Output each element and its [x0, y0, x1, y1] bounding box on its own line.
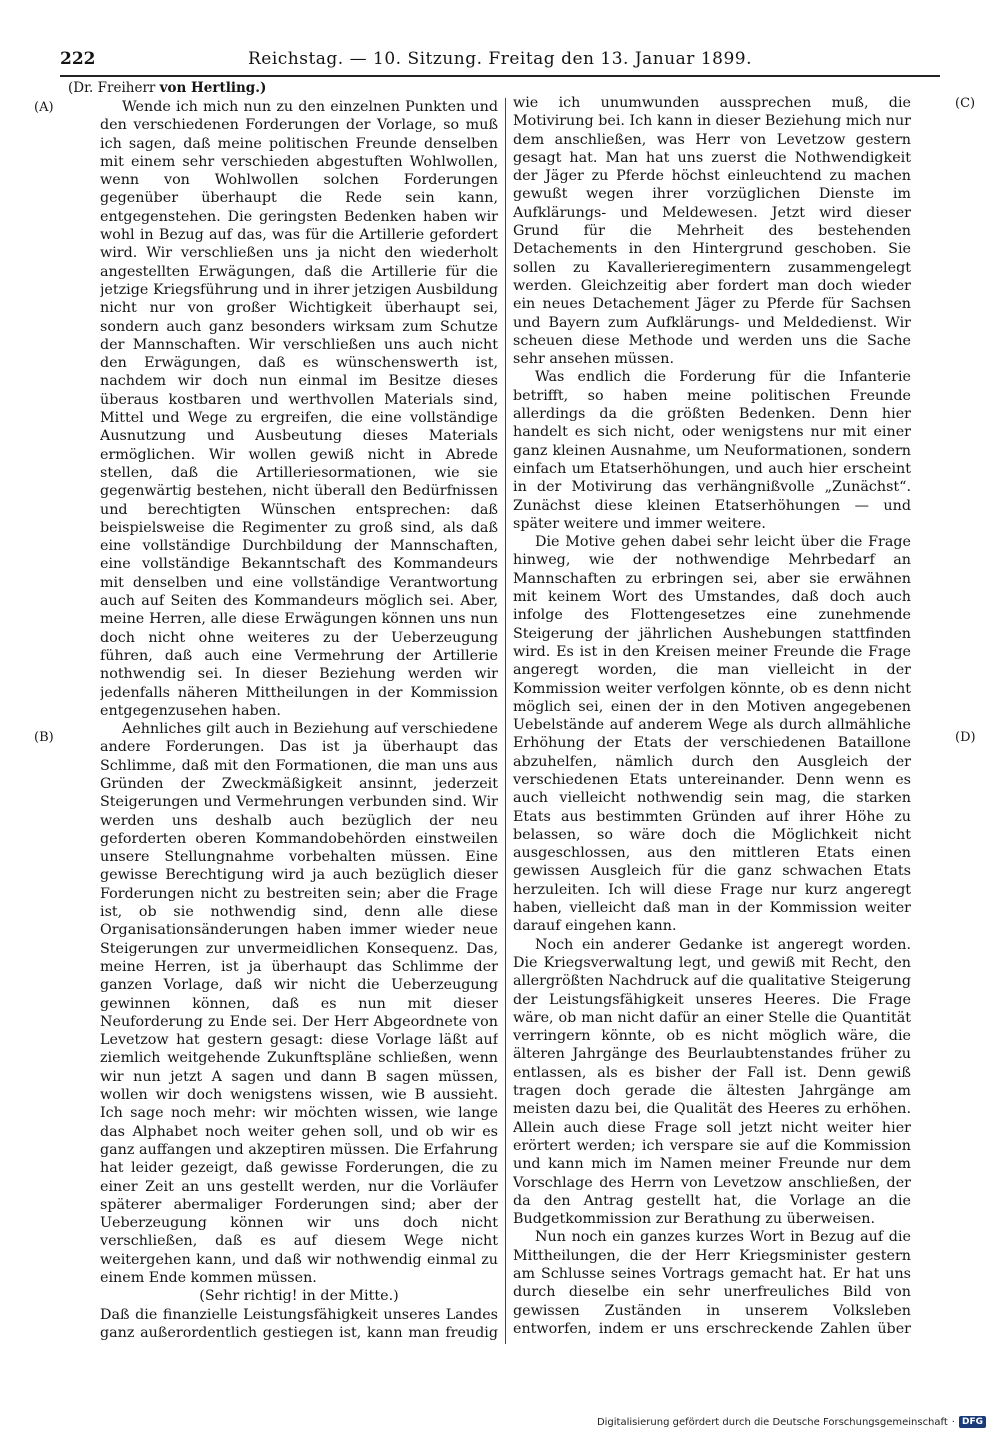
margin-letter-a: (A) — [34, 100, 54, 115]
page-number: 222 — [60, 49, 96, 69]
paragraph: Wende ich mich nun zu den einzelnen Punkten und den verschiedenen Forderungen der Vorlage, so muß ich sagen, daß meine politischen Freunde denselben mit einem sehr verschieden abgestuften Wohlwollen, wenn von Wohlwollen solchen Forderungen gegenüber überhaupt die Rede sein kann, entgegenstehen. Die geringsten Bedenken haben wir wohl in Bezug auf das, was für die Artillerie gefordert wird. Wir verschließen uns ja nicht den wiederholt angestellten Erwägungen, daß die Artillerie für die jetzige Kriegsführung und in ihrer jetzigen Ausbildung nicht nur von großer Wichtigkeit überhaupt sei, sondern auch ganz besonders wirksam zum Schutze der Mannschaften. Wir verschließen uns auch nicht den Erwägungen, daß es wünschenswerth ist, nachdem wir doch nun einmal im Besitze dieses überaus kostbaren und werthvollen Materials sind, Mittel und Wege zu ergreifen, die eine vollständige Ausnutzung und Ausbeutung dieses Materials ermöglichen. Wir wollen gewiß nicht in Abrede stellen, daß die Artilleriesormationen, wie sie gegenwärtig bestehen, nicht überall den Bedürfnissen und berechtigten Wünschen entsprechen: daß beispielsweise die Regimenter zu groß sind, als daß eine vollständige Durchbildung der Mannschaften, eine vollständige Bekanntschaft des Kommandeurs mit denselben und eine vollständige Verantwortung auch auf Seiten des Kommandeurs möglich sei. Aber, meine Herren, alle diese Erwägungen können uns nun doch nicht ohne weiteres zu der Ueberzeugung führen, daß auch eine Vermehrung der Artillerie nothwendig sei. In dieser Beziehung werden wir jedenfalls näheren Mittheilungen in der Kommission entgegenzusehen haben. — [100, 99, 498, 719]
paragraph: Nun noch ein ganzes kurzes Wort in Bezug auf die Mittheilungen, die der Herr Kriegsminister gestern am Schlusse seines Vortrags gemacht hat. Er hat uns durch dieselbe ein sehr unerfreuliches Bild von gewissen Zuständen in unserem Volksleben entworfen, indem er uns erschreckende Zahlen über — [513, 1229, 911, 1337]
paragraph: Daß die finanzielle Leistungsfähigkeit unseres Landes ganz außerordentlich gestiegen ist, kann man freudig — [100, 1306, 498, 1341]
speaker-name: von Hertling.) — [159, 80, 267, 96]
interjection: (Sehr richtig! in der Mitte.) — [199, 1288, 399, 1305]
dfg-logo: DFG — [959, 1416, 986, 1428]
paragraph: Was endlich die Forderung für die Infanterie betrifft, so haben meine politischen Freunde allerdings da die größten Bedenken. Denn hier handelt es sich nicht, oder wenigstens nur mit einer ganz kleinen Ausnahme, um Neuformationen, sondern einfach um Etatserhöhungen, und auch hier erscheint in der Motivirung das verhängnißvolle „Zunächst“. Zunächst diese kleinen Etatserhöhungen — und später weitere und immer weitere. — [513, 369, 911, 532]
running-title: Reichstag. — 10. Sitzung. Freitag den 13. Januar 1899. — [247, 49, 753, 69]
footer-credit: Digitalisierung gefördert durch die Deutsche Forschungsgemeinschaft — [596, 1416, 948, 1428]
digitization-footer: Digitalisierung gefördert durch die Deutsche Forschungsgemeinschaft · DFG — [597, 1416, 986, 1428]
paragraph: wie ich unumwunden aussprechen muß, die Motivirung bei. Ich kann in dieser Beziehung mich nur dem anschließen, was Herr von Levetzow gestern gesagt hat. Man hat uns zuerst die Nothwendigkeit der Jäger zu Pferde höchst einleuchtend zu machen gewußt wegen ihrer vorzüglichen Dienste im Aufklärungs- und Meldewesen. Jetzt wird dieser Grund für die Mehrheit des bestehenden Detachements in den Hintergrund geschoben. Sie sollen zu Kavallerieregimentern zusammengelegt werden. Gleichzeitig aber fordert man doch wieder ein neues Detachement Jäger zu Pferde für Sachsen und Bayern zum Aufklärungs- und Meldedienst. Wir scheuen diese Methode und werden uns die Sache sehr ansehen müssen. — [513, 95, 911, 368]
margin-letter-d: (D) — [955, 730, 976, 745]
margin-letter-c: (C) — [955, 96, 976, 111]
speaker-line — [68, 80, 266, 96]
paragraph: Die Motive gehen dabei sehr leicht über die Frage hinweg, wie der nothwendige Mehrbedarf an Mannschaften zu erbringen sei, aber sie erwähnen mit keinem Wort des Umstandes, daß doch auch infolge des Flottengesetzes eine zunehmende Steigerung der jährlichen Aushebungen stattfinden wird. Es ist in den Kreisen meiner Freunde die Frage angeregt worden, die man vielleicht in der Kommission weiter verfolgen könnte, ob es denn nicht möglich sei, einen der in den Motiven angegebenen Uebelstände auf anderem Wege als durch allmähliche Erhöhung der Etats der verschiedenen Bataillone abzuhelfen, nämlich durch den Ausgleich der verschiedenen Etats untereinander. Denn wenn es auch vielleicht nothwendig sein mag, die starken Etats aus bestimmten Gründen auf ihrer Höhe zu belassen, so wäre doch die Möglichkeit nicht ausgeschlossen, aus den mittleren Etats einen gewissen Ausgleich für die ganz schwachen Etats herzuleiten. Ich will diese Frage nur kurz angeregt haben, vielleicht daß man in der Kommission weiter darauf eingehen kann. — [513, 534, 911, 935]
left-column — [100, 98, 498, 1344]
page-header — [60, 45, 940, 77]
margin-letter-b: (B) — [34, 730, 54, 745]
column-divider — [505, 98, 506, 1344]
speaker-prefix: (Dr. Freiherr — [68, 80, 156, 96]
paragraph: Aehnliches gilt auch in Beziehung auf verschiedene andere Forderungen. Das ist ja überhaupt das Schlimme, daß mit den Formationen, die man uns aus Gründen der Zweckmäßigkeit ansinnt, jederzeit Steigerungen und Vermehrungen verbunden sind. Wir werden uns deshalb auch bezüglich der neu geforderten oberen Kommandobehörden einstweilen unsere Stellungnahme vorbehalten müssen. Eine gewisse Berechtigung wird ja auch bezüglich dieser Forderungen nicht zu bestreiten sein; aber die Frage ist, ob sie nothwendig sind, denn alle diese Organisationsänderungen haben immer wieder neue Steigerungen zur unvermeidlichen Konsequenz. Das, meine Herren, ist ja überhaupt das Schlimme der ganzen Vorlage, daß wir nicht die Ueberzeugung gewinnen können, daß es nun mit dieser Neuforderung zu Ende sei. Der Herr Abgeordnete von Levetzow hat gestern gesagt: diese Vorlage läßt auf ziemlich weitgehende Zukunftspläne schließen, wenn wir nun jetzt A sagen und dann B sagen müssen, wollen wir doch wenigstens wissen, wie B aussieht. Ich sage noch mehr: wir möchten wissen, wie lange das Alphabet noch weiter gehen soll, und ob wir es ganz auffangen und akzeptiren müssen. Die Erfahrung hat leider gezeigt, daß gewisse Forderungen, die zu einer Zeit an uns gestellt werden, nur die Vorläufer späterer abermaliger Forderungen sind; aber der Ueberzeugung können wir uns doch nicht verschließen, daß es auf diesem Wege nicht weitergehen kann, und daß wir nothwendig einmal zu einem Ende kommen müssen. — [100, 721, 498, 1286]
paragraph: Noch ein anderer Gedanke ist angeregt worden. Die Kriegsverwaltung legt, und gewiß mit Recht, den allergrößten Nachdruck auf die qualitative Steigerung der Leistungsfähigkeit unseres Heeres. Die Frage wäre, ob man nicht dafür an einer Stelle die Quantität verringern könnte, ob es nicht möglich wäre, die älteren Jahrgänge des Beurlaubtenstandes früher zu entlassen, als es bisher der Fall ist. Denn gewiß tragen doch gerade die ältesten Jahrgänge am meisten dazu bei, die Qualität des Heeres zu erhöhen. Allein auch diese Frage soll jetzt nicht weiter hier erörtert werden; ich verspare sie auf die Kommission und kann mich im Namen meiner Freunde nur dem Vorschlage des Herrn von Levetzow anschließen, der da den Antrag gestellt hat, die Vorlage an die Budgetkommission zur Berathung zu überweisen. — [513, 936, 911, 1228]
right-column — [513, 94, 911, 1340]
